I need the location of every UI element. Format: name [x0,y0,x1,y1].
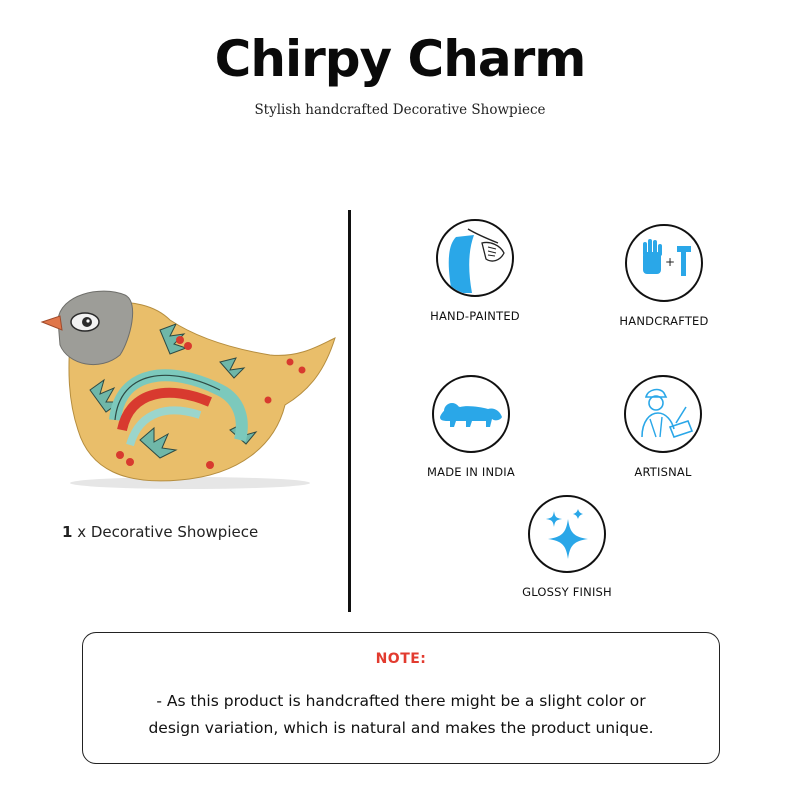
lion-icon [432,375,510,453]
vertical-divider [348,210,351,612]
feature-label: ARTISNAL [634,465,692,479]
feature-label: GLOSSY FINISH [522,585,612,599]
feature-artisnal [578,375,748,479]
feature-handcrafted [579,224,749,328]
svg-text:+: + [665,255,676,269]
feature-label: MADE IN INDIA [427,465,515,479]
handcrafted-icon [625,224,703,302]
quantity-count: 1 [62,523,73,541]
sparkle-icon [528,495,606,573]
hand-painted-icon [436,219,514,297]
quantity-text: x Decorative Showpiece [72,523,259,541]
feature-hand-painted [390,219,560,323]
page-title: Chirpy Charm [214,30,586,88]
product-image [30,280,340,500]
feature-made-in-india [386,375,556,479]
note-line-1: - As this product is handcrafted there might be a slight color or [156,692,646,710]
feature-label: HAND-PAINTED [430,309,520,323]
page-subtitle: Stylish handcrafted Decorative Showpiece [254,102,546,118]
feature-glossy-finish [482,495,652,599]
feature-label: HANDCRAFTED [619,314,709,328]
note-line-2: design variation, which is natural and makes the product unique. [148,719,654,737]
quantity-label [62,523,258,541]
artisan-icon [624,375,702,453]
note-title: NOTE: [375,651,427,667]
note-box [82,632,720,764]
note-text [83,688,719,742]
